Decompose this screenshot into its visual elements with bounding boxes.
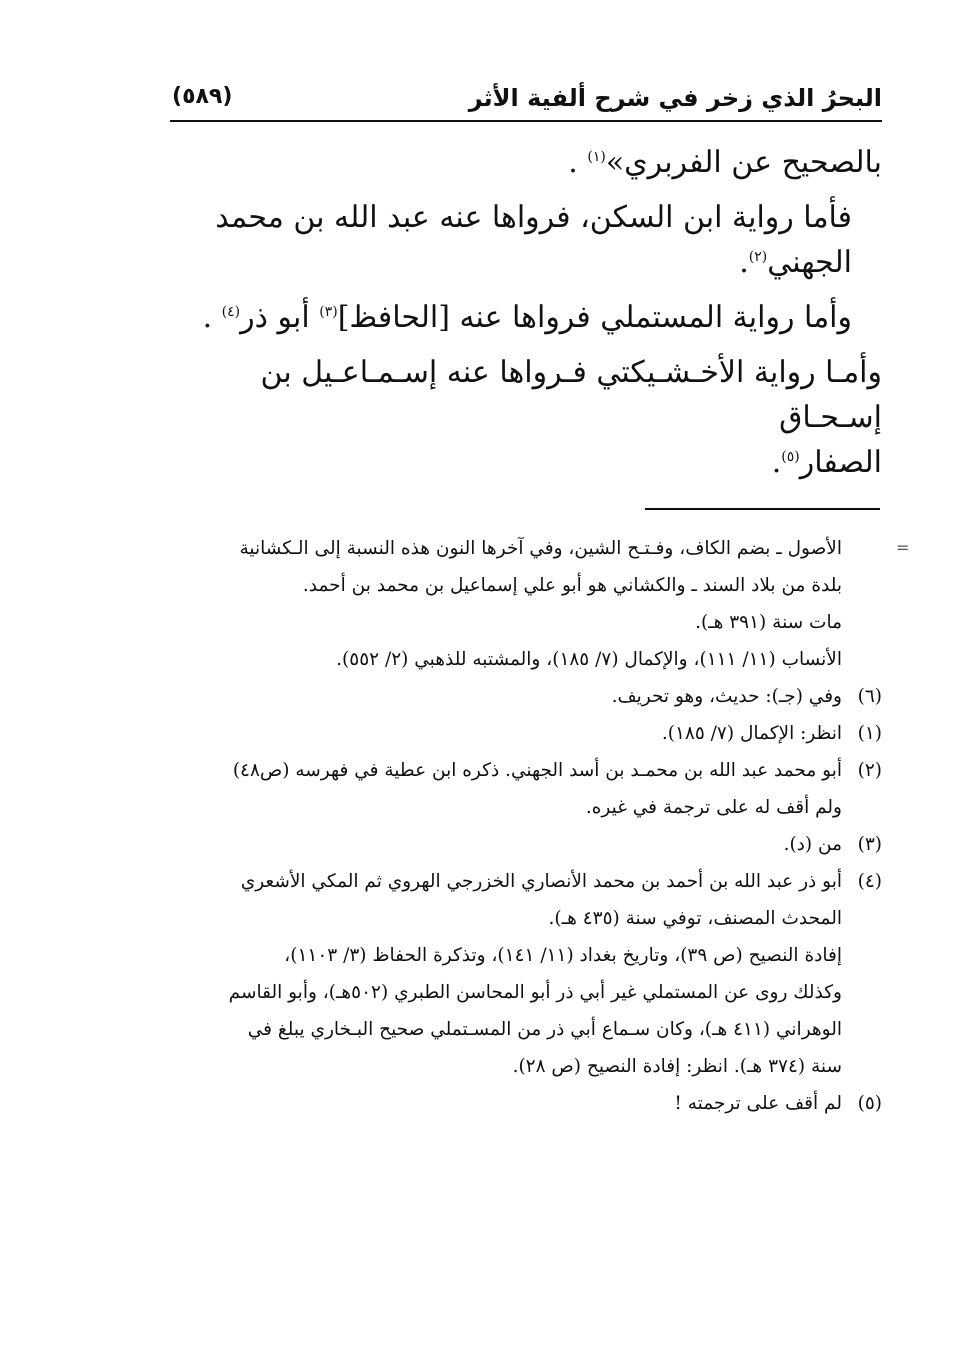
footnote-ref: (٢) xyxy=(748,249,768,265)
footnote-number: (٣) xyxy=(857,834,882,855)
footnote-ref: (٣) xyxy=(319,304,338,320)
footnote-line: وفي (جـ): حديث، وهو تحريف. xyxy=(611,686,842,707)
paragraph-text: فأما رواية ابن السكن، فرواها عنه عبد الله بن محمد الجهني xyxy=(215,200,852,280)
footnote-line: بلدة من بلاد السند ـ والكشاني هو أبو علي إسماعيل بن محمد بن أحمد. xyxy=(302,575,842,596)
paragraph-4 xyxy=(160,350,882,485)
footnote-line: أبو ذر عبد الله بن أحمد بن محمد الأنصاري الخزرجي الهروي ثم المكي الأشعري xyxy=(240,871,842,892)
footnote-line: أبو محمد عبد الله بن محمـد بن أسد الجهني. ذكره ابن عطية في فهرسه (ص٤٨) xyxy=(232,760,842,781)
paragraph-line: الصفار xyxy=(799,445,882,480)
paragraph-text: بالصحيح عن الفربري» xyxy=(605,145,882,180)
footnote-line: من (د). xyxy=(783,834,842,855)
page-header xyxy=(170,82,882,122)
footnote-line: إفادة النصيح (ص ٣٩)، وتاريخ بغداد (١١/ ١٤١)، وتذكرة الحفاظ (٣/ ١١٠٣)، xyxy=(284,945,842,966)
footnote-ref: (٥) xyxy=(781,449,800,465)
footnote-item xyxy=(170,1085,882,1122)
page-number: (٥٨٩) xyxy=(172,84,233,109)
paragraph-text: وأما رواية المستملي فرواها عنه [الحافظ] xyxy=(337,300,852,335)
footnote-line: المحدث المصنف، توفي سنة (٤٣٥ هـ). xyxy=(548,908,842,929)
footnote-line: ولم أقف له على ترجمة في غيره. xyxy=(585,797,842,818)
footnote-body xyxy=(170,678,842,715)
footnote-line: وكذلك روى عن المستملي غير أبي ذر أبو المحاسن الطبري (٥٠٢هـ)، وأبو القاسم xyxy=(228,982,842,1003)
footnote-item xyxy=(170,752,882,826)
footnote-line: الوهراني (٤١١ هـ)، وكان سـماع أبي ذر من المسـتملي صحيح البـخاري يبلغ في xyxy=(247,1019,842,1040)
main-text xyxy=(160,140,882,495)
paragraph-text: أبو ذر xyxy=(240,300,320,335)
footnote-body xyxy=(170,1085,842,1122)
footnote-line: انظر: الإكمال (٧/ ١٨٥). xyxy=(661,723,842,744)
footnote-item xyxy=(170,715,882,752)
footnote-continuation xyxy=(170,530,882,678)
footnote-line: لم أقف على ترجمته ! xyxy=(674,1093,842,1114)
footnote-number: (٢) xyxy=(857,760,882,781)
paragraph-3 xyxy=(160,295,882,340)
footnotes xyxy=(170,530,882,1122)
footnote-separator xyxy=(645,508,880,510)
paragraph-line: وأمـا رواية الأخـشـيكتي فـرواها عنه إسـمـاعـيل بن إسـحـاق xyxy=(260,355,882,435)
footnote-number: (٥) xyxy=(857,1093,882,1114)
footnote-line: سنة (٣٧٤ هـ). انظر: إفادة النصيح (ص ٢٨). xyxy=(512,1056,842,1077)
paragraph-end: . xyxy=(739,245,749,280)
footnote-body xyxy=(170,863,842,1085)
footnote-ref: (٤) xyxy=(221,304,241,320)
footnote-line: الأنساب (١١/ ١١١)، والإكمال (٧/ ١٨٥)، والمشتبه للذهبي (٢/ ٥٥٢). xyxy=(336,649,842,670)
footnote-body xyxy=(170,826,842,863)
footnote-line: الأصول ـ بضم الكاف، وفـتـح الشين، وفي آخرها النون هذه النسبة إلى الـكشانية xyxy=(239,538,842,559)
paragraph-end: . xyxy=(771,445,782,480)
running-title: البحرُ الذي زخر في شرح ألفية الأثر xyxy=(468,84,882,112)
paragraph-1 xyxy=(160,140,882,185)
paragraph-2 xyxy=(160,195,882,285)
footnote-body xyxy=(170,752,842,826)
margin-mark: = xyxy=(896,538,910,557)
paragraph-end: . xyxy=(202,300,222,335)
footnote-number: (٤) xyxy=(857,871,882,892)
footnote-number: (١) xyxy=(857,723,882,744)
footnote-item xyxy=(170,826,882,863)
footnote-item xyxy=(170,678,882,715)
footnote-ref: (١) xyxy=(587,149,606,165)
footnote-line: مات سنة (٣٩١ هـ). xyxy=(695,612,842,633)
footnote-item xyxy=(170,863,882,1085)
footnote-number: (٦) xyxy=(857,686,882,707)
footnote-body xyxy=(170,715,842,752)
paragraph-end: . xyxy=(568,145,588,180)
